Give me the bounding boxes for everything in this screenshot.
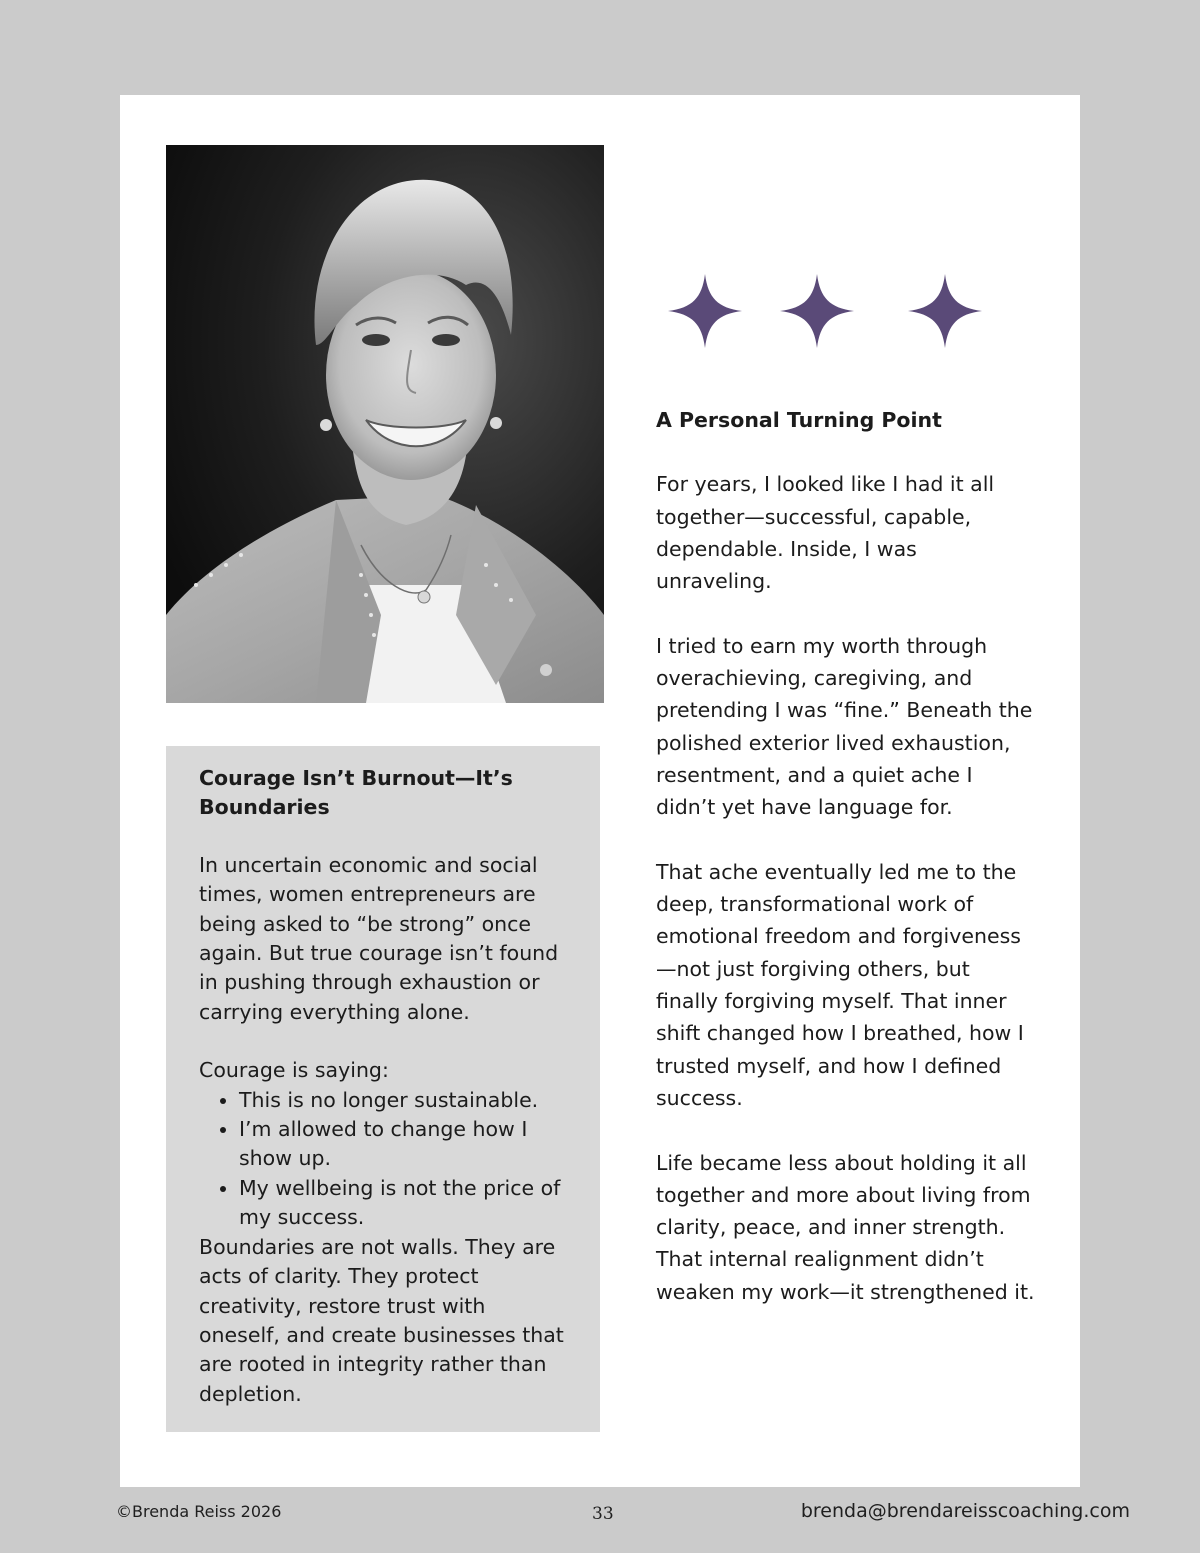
list-item: • My wellbeing is not the price of my success.	[239, 1174, 570, 1233]
article-paragraph: Life became less about holding it all together and more about living from clarity, peace, and inner strength. That internal realignment didn’t weaken my work—it strengthened it.	[656, 1150, 1035, 1304]
list-item: • This is no longer sustainable.	[239, 1086, 570, 1115]
article-column	[656, 404, 1036, 1340]
sidebar-closing: Boundaries are not walls. They are acts of clarity. They protect creativity, restore trust with oneself, and create businesses that are rooted in integrity rather than depletion.	[199, 1234, 564, 1406]
list-item: • I’m allowed to change how I show up.	[239, 1115, 570, 1174]
article-paragraph: For years, I looked like I had it all together—successful, capable, dependable. Inside, I was unraveling.	[656, 472, 995, 594]
sidebar-box	[166, 746, 600, 1432]
sidebar-intro: In uncertain economic and social times, women entrepreneurs are being asked to “be strong” once again. But true courage isn’t found in pushing through exhaustion or carrying everything alone.	[199, 852, 559, 1024]
sidebar-list	[199, 1086, 570, 1233]
footer-email-link[interactable]: brenda@brendareisscoaching.com	[800, 1500, 1130, 1522]
article-paragraph: That ache eventually led me to the deep, transformational work of emotional freedom and forgiveness—not just forgiving others, but finally forgiving myself. That inner shift changed how I breathed, how I trusted myself, and how I defined success.	[656, 859, 1024, 1110]
footer-copyright: ©Brenda Reiss 2026	[116, 1502, 282, 1521]
article-title: A Personal Turning Point	[656, 408, 942, 432]
four-point-star-icon	[668, 274, 742, 348]
sidebar-title: Courage Isn’t Burnout—It’s Boundaries	[199, 766, 513, 820]
page-number: 33	[592, 1504, 614, 1524]
sidebar-list-lead: Courage is saying:	[199, 1058, 389, 1083]
article-paragraph: I tried to earn my worth through overachieving, caregiving, and pretending I was “fine.” Beneath the polished exterior lived exhaustion, resentment, and a quiet ache I didn’t yet have language for.	[656, 633, 1033, 820]
portrait-photo	[166, 145, 604, 703]
four-point-star-icon	[780, 274, 854, 348]
four-point-star-icon	[908, 274, 982, 348]
decorative-stars	[668, 274, 988, 350]
